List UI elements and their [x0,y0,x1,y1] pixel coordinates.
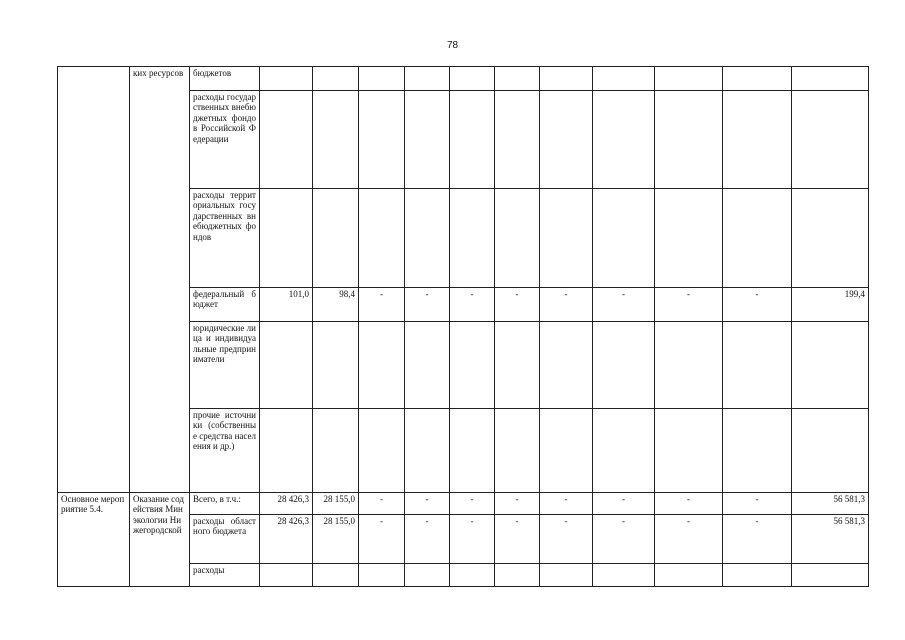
value-cell: - [593,493,655,515]
value-cell: - [405,288,450,322]
value-cell [593,189,655,288]
value-cell: 98,4 [313,288,359,322]
value-cell: - [593,515,655,564]
funding-source-cell: юридические лица и индивидуальные предприниматели [190,322,260,409]
value-cell [450,91,495,189]
value-cell [540,67,593,91]
value-cell [540,409,593,493]
value-cell: - [540,493,593,515]
value-cell: 28 426,3 [260,515,313,564]
value-cell: - [540,288,593,322]
value-cell [495,564,540,587]
value-cell: - [723,288,792,322]
value-cell: 56 581,3 [792,515,869,564]
value-cell [405,189,450,288]
value-cell [450,564,495,587]
value-cell [495,409,540,493]
value-cell [313,189,359,288]
value-cell [723,67,792,91]
value-cell: 56 581,3 [792,493,869,515]
value-cell: 28 155,0 [313,515,359,564]
funding-source-cell: Всего, в т.ч.: [190,493,260,515]
table-row [58,67,869,91]
value-cell: - [495,493,540,515]
value-cell [593,322,655,409]
value-cell [723,322,792,409]
value-cell: - [405,515,450,564]
value-cell: 199,4 [792,288,869,322]
activity-cell [58,67,130,493]
value-cell: - [405,493,450,515]
value-cell [540,91,593,189]
value-cell [405,322,450,409]
value-cell [260,189,313,288]
value-cell [540,564,593,587]
value-cell [405,564,450,587]
value-cell [260,322,313,409]
value-cell [313,67,359,91]
value-cell [359,409,405,493]
value-cell [540,322,593,409]
value-cell [495,91,540,189]
value-cell [655,409,723,493]
value-cell [792,322,869,409]
value-cell: - [495,515,540,564]
funding-source-cell: бюджетов [190,67,260,91]
value-cell [313,322,359,409]
funding-source-cell: расходы областного бюджета [190,515,260,564]
value-cell [792,67,869,91]
description-cell: Оказание содействия Минэкологии Нижегородской [130,493,190,587]
funding-source-cell: расходы [190,564,260,587]
value-cell [655,564,723,587]
value-cell [593,564,655,587]
value-cell: - [723,515,792,564]
value-cell: - [540,515,593,564]
value-cell [723,409,792,493]
value-cell: - [359,493,405,515]
value-cell [359,189,405,288]
value-cell [359,91,405,189]
funding-source-cell: расходы территориальных государственных внебюджетных фондов [190,189,260,288]
value-cell [260,409,313,493]
value-cell [495,322,540,409]
value-cell [450,409,495,493]
value-cell: 28 426,3 [260,493,313,515]
table-row [58,493,869,515]
value-cell [405,91,450,189]
description-cell: ких ресурсов [130,67,190,493]
value-cell: - [655,493,723,515]
value-cell [495,67,540,91]
value-cell [593,91,655,189]
value-cell [792,189,869,288]
value-cell [450,67,495,91]
value-cell: - [655,515,723,564]
value-cell [723,189,792,288]
value-cell: - [593,288,655,322]
value-cell [540,189,593,288]
value-cell: - [450,515,495,564]
value-cell [450,189,495,288]
value-cell [655,322,723,409]
budget-table [57,66,869,587]
value-cell [405,67,450,91]
funding-source-cell: федеральный бюджет [190,288,260,322]
value-cell [723,564,792,587]
value-cell [359,564,405,587]
activity-cell: Основное мероприятие 5.4. [58,493,130,587]
value-cell: 101,0 [260,288,313,322]
table-body [58,67,869,587]
value-cell: - [450,288,495,322]
value-cell [260,67,313,91]
page-number: 78 [446,40,459,51]
value-cell [313,564,359,587]
value-cell [359,322,405,409]
value-cell [313,409,359,493]
value-cell [405,409,450,493]
value-cell: - [723,493,792,515]
value-cell [260,91,313,189]
value-cell [655,189,723,288]
funding-source-cell: прочие источники (собственные средства населения и др.) [190,409,260,493]
value-cell [313,91,359,189]
value-cell [450,322,495,409]
value-cell [655,91,723,189]
value-cell [792,409,869,493]
value-cell [495,189,540,288]
value-cell: - [655,288,723,322]
value-cell: 28 155,0 [313,493,359,515]
value-cell [723,91,792,189]
value-cell [593,67,655,91]
funding-source-cell: расходы государственных внебюджетных фондов Российской Федерации [190,91,260,189]
value-cell [655,67,723,91]
value-cell: - [359,515,405,564]
value-cell [792,91,869,189]
value-cell [593,409,655,493]
value-cell: - [359,288,405,322]
value-cell [260,564,313,587]
value-cell [359,67,405,91]
value-cell: - [495,288,540,322]
value-cell: - [450,493,495,515]
value-cell [792,564,869,587]
